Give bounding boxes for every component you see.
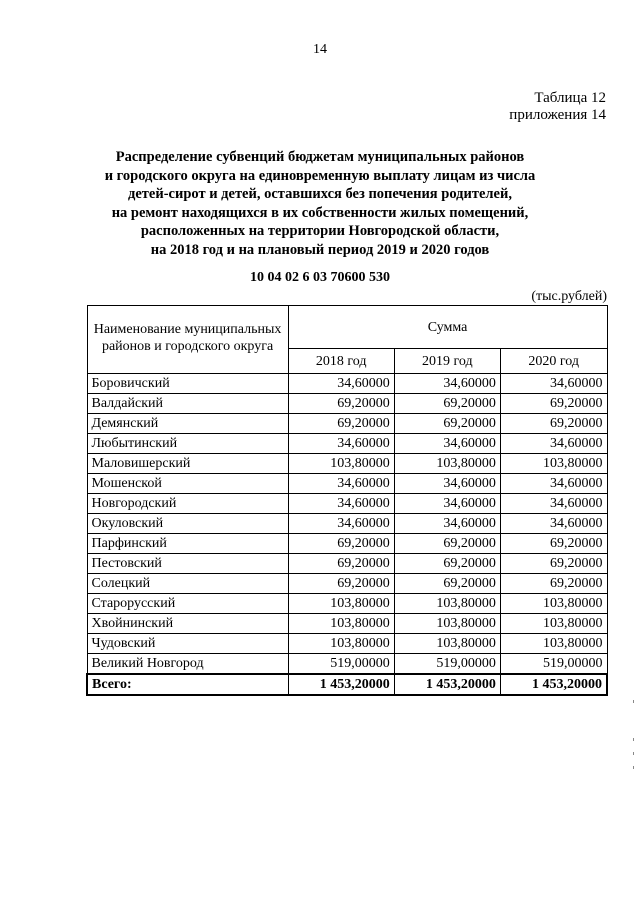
document-title (60, 148, 580, 259)
value-2019-cell: 69,20000 (394, 414, 500, 434)
table-total-row (87, 674, 607, 695)
value-2019-cell: 69,20000 (394, 574, 500, 594)
title-line: и городского округа на единовременную выплату лицам из числа (104, 167, 536, 184)
table-row (87, 414, 607, 434)
title-line: Распределение субвенций бюджетам муниципальных районов (115, 149, 525, 165)
value-2018-cell: 34,60000 (288, 494, 394, 514)
subvention-table (86, 305, 608, 696)
total-district-name-cell: Всего: (87, 674, 288, 695)
value-2018-cell: 103,80000 (288, 454, 394, 474)
table-header-row (87, 306, 607, 349)
value-2019-cell: 34,60000 (394, 374, 500, 394)
district-name-cell: Маловишерский (87, 454, 288, 474)
page-number: 14 (313, 42, 327, 57)
value-2018-cell: 69,20000 (288, 554, 394, 574)
header-year-2019: 2019 год (394, 349, 500, 374)
district-name-cell: Хвойнинский (87, 614, 288, 634)
district-name-cell: Боровичский (87, 374, 288, 394)
table-row (87, 614, 607, 634)
value-2020-cell: 69,20000 (500, 554, 607, 574)
value-2019-cell: 69,20000 (394, 534, 500, 554)
district-name-cell: Любытинский (87, 434, 288, 454)
value-2019-cell: 34,60000 (394, 494, 500, 514)
value-2018-cell: 34,60000 (288, 434, 394, 454)
value-2020-cell: 103,80000 (500, 614, 607, 634)
value-2019-cell: 103,80000 (394, 614, 500, 634)
value-2020-cell: 34,60000 (500, 494, 607, 514)
budget-code: 10 04 02 6 03 70600 530 (250, 270, 390, 285)
table-row (87, 514, 607, 534)
value-2020-cell: 69,20000 (500, 534, 607, 554)
value-2019-cell: 69,20000 (394, 394, 500, 414)
title-line: на ремонт находящихся в их собственности жилых помещений, (111, 204, 529, 221)
value-2018-cell: 69,20000 (288, 534, 394, 554)
margin-mark (633, 766, 634, 769)
header-year-2018: 2018 год (288, 349, 394, 374)
value-2020-cell: 103,80000 (500, 634, 607, 654)
table-ref-line2: приложения 14 (509, 107, 606, 123)
table-row (87, 534, 607, 554)
table-body (87, 374, 607, 696)
district-name-cell: Пестовский (87, 554, 288, 574)
total-value-2019-cell: 1 453,20000 (394, 674, 500, 695)
table-row (87, 594, 607, 614)
value-2019-cell: 103,80000 (394, 594, 500, 614)
header-year-2020: 2020 год (500, 349, 607, 374)
value-2018-cell: 519,00000 (288, 654, 394, 675)
value-2020-cell: 69,20000 (500, 414, 607, 434)
value-2019-cell: 103,80000 (394, 454, 500, 474)
table-row (87, 474, 607, 494)
value-2020-cell: 34,60000 (500, 374, 607, 394)
district-name-cell: Старорусский (87, 594, 288, 614)
table-row (87, 654, 607, 675)
value-2019-cell: 34,60000 (394, 434, 500, 454)
value-2020-cell: 34,60000 (500, 474, 607, 494)
header-sum: Сумма (288, 306, 607, 349)
value-2020-cell: 103,80000 (500, 454, 607, 474)
value-2020-cell: 34,60000 (500, 434, 607, 454)
value-2019-cell: 69,20000 (394, 554, 500, 574)
table-reference (509, 90, 606, 124)
value-2020-cell: 69,20000 (500, 394, 607, 414)
table-row (87, 434, 607, 454)
value-2018-cell: 34,60000 (288, 514, 394, 534)
table-row (87, 494, 607, 514)
district-name-cell: Великий Новгород (87, 654, 288, 675)
title-line: детей-сирот и детей, оставшихся без попечения родителей, (128, 186, 512, 202)
table-row (87, 394, 607, 414)
value-2019-cell: 34,60000 (394, 514, 500, 534)
table-row (87, 574, 607, 594)
units-label: (тыс.рублей) (531, 289, 607, 304)
table-row (87, 454, 607, 474)
value-2019-cell: 103,80000 (394, 634, 500, 654)
header-name: Наименование муниципальных районов и городского округа (87, 306, 288, 374)
value-2020-cell: 34,60000 (500, 514, 607, 534)
margin-mark (633, 752, 634, 755)
margin-mark (633, 700, 634, 703)
table-row (87, 554, 607, 574)
district-name-cell: Демянский (87, 414, 288, 434)
value-2018-cell: 69,20000 (288, 414, 394, 434)
value-2018-cell: 34,60000 (288, 374, 394, 394)
value-2019-cell: 519,00000 (394, 654, 500, 675)
district-name-cell: Солецкий (87, 574, 288, 594)
value-2020-cell: 69,20000 (500, 574, 607, 594)
value-2020-cell: 103,80000 (500, 594, 607, 614)
total-value-2018-cell: 1 453,20000 (288, 674, 394, 695)
value-2018-cell: 103,80000 (288, 634, 394, 654)
total-value-2020-cell: 1 453,20000 (500, 674, 607, 695)
value-2018-cell: 34,60000 (288, 474, 394, 494)
table-ref-line1: Таблица 12 (534, 90, 606, 106)
title-line: расположенных на территории Новгородской области, (140, 223, 500, 239)
title-line: на 2018 год и на плановый период 2019 и 2020 годов (150, 241, 490, 258)
value-2019-cell: 34,60000 (394, 474, 500, 494)
value-2018-cell: 69,20000 (288, 394, 394, 414)
value-2018-cell: 103,80000 (288, 614, 394, 634)
district-name-cell: Окуловский (87, 514, 288, 534)
table-row (87, 374, 607, 394)
district-name-cell: Парфинский (87, 534, 288, 554)
value-2018-cell: 69,20000 (288, 574, 394, 594)
district-name-cell: Чудовский (87, 634, 288, 654)
margin-mark (633, 738, 634, 741)
table-row (87, 634, 607, 654)
district-name-cell: Валдайский (87, 394, 288, 414)
value-2020-cell: 519,00000 (500, 654, 607, 675)
district-name-cell: Новгородский (87, 494, 288, 514)
district-name-cell: Мошенской (87, 474, 288, 494)
value-2018-cell: 103,80000 (288, 594, 394, 614)
